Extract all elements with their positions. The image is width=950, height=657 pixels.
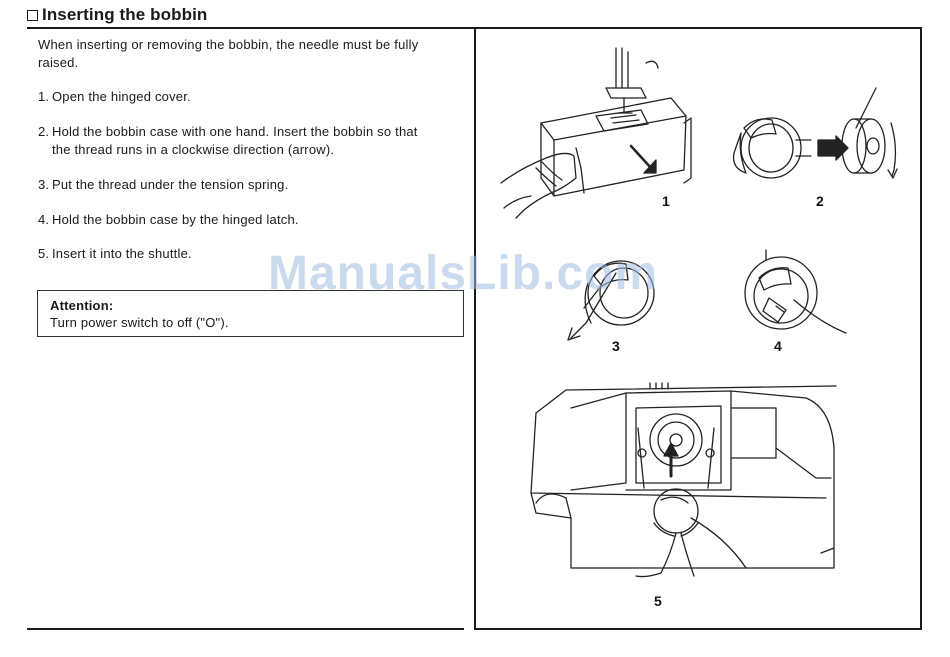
step-text: Hold the bobbin case by the hinged latch. xyxy=(52,212,299,227)
intro-line-1: When inserting or removing the bobbin, the needle must be fully xyxy=(38,37,419,52)
step-text: Put the thread under the tension spring. xyxy=(52,177,289,192)
step-4 xyxy=(38,211,466,229)
step-3 xyxy=(38,176,466,194)
checkbox-square-icon xyxy=(27,10,38,21)
figure-4-hinged-latch xyxy=(745,250,846,333)
step-number: 1. xyxy=(38,89,50,104)
step-1 xyxy=(38,88,466,106)
watermark-text: ManualsLib.com xyxy=(268,247,659,300)
step-number: 4. xyxy=(38,212,50,227)
figure-label-2: 2 xyxy=(816,193,824,209)
step-text: Open the hinged cover. xyxy=(52,89,191,104)
illustration-panel xyxy=(474,28,922,630)
attention-label: Attention: xyxy=(50,298,114,313)
bottom-divider xyxy=(27,628,464,630)
instructions-column xyxy=(38,36,466,261)
step-2 xyxy=(38,123,466,159)
step-text-continued: the thread runs in a clockwise direction (arrow). xyxy=(52,142,335,157)
figure-5-insert-shuttle xyxy=(531,383,836,577)
section-heading xyxy=(27,4,207,26)
figure-3-tension-spring xyxy=(568,261,654,340)
step-number: 5. xyxy=(38,246,50,261)
figure-label-1: 1 xyxy=(662,193,670,209)
step-number: 3. xyxy=(38,177,50,192)
figure-label-5: 5 xyxy=(654,593,662,609)
figure-2-insert-bobbin xyxy=(734,88,898,178)
attention-box xyxy=(37,290,464,337)
step-text: Hold the bobbin case with one hand. Insert the bobbin so that xyxy=(52,124,418,139)
attention-message: Turn power switch to off ("O"). xyxy=(50,315,229,330)
intro-line-2: raised. xyxy=(38,55,79,70)
section-title: Inserting the bobbin xyxy=(42,5,208,24)
figure-label-4: 4 xyxy=(774,338,782,354)
figure-label-3: 3 xyxy=(612,338,620,354)
step-5 xyxy=(38,245,466,263)
step-text: Insert it into the shuttle. xyxy=(52,246,192,261)
step-number: 2. xyxy=(38,124,50,139)
bobbin-illustrations xyxy=(476,28,924,628)
